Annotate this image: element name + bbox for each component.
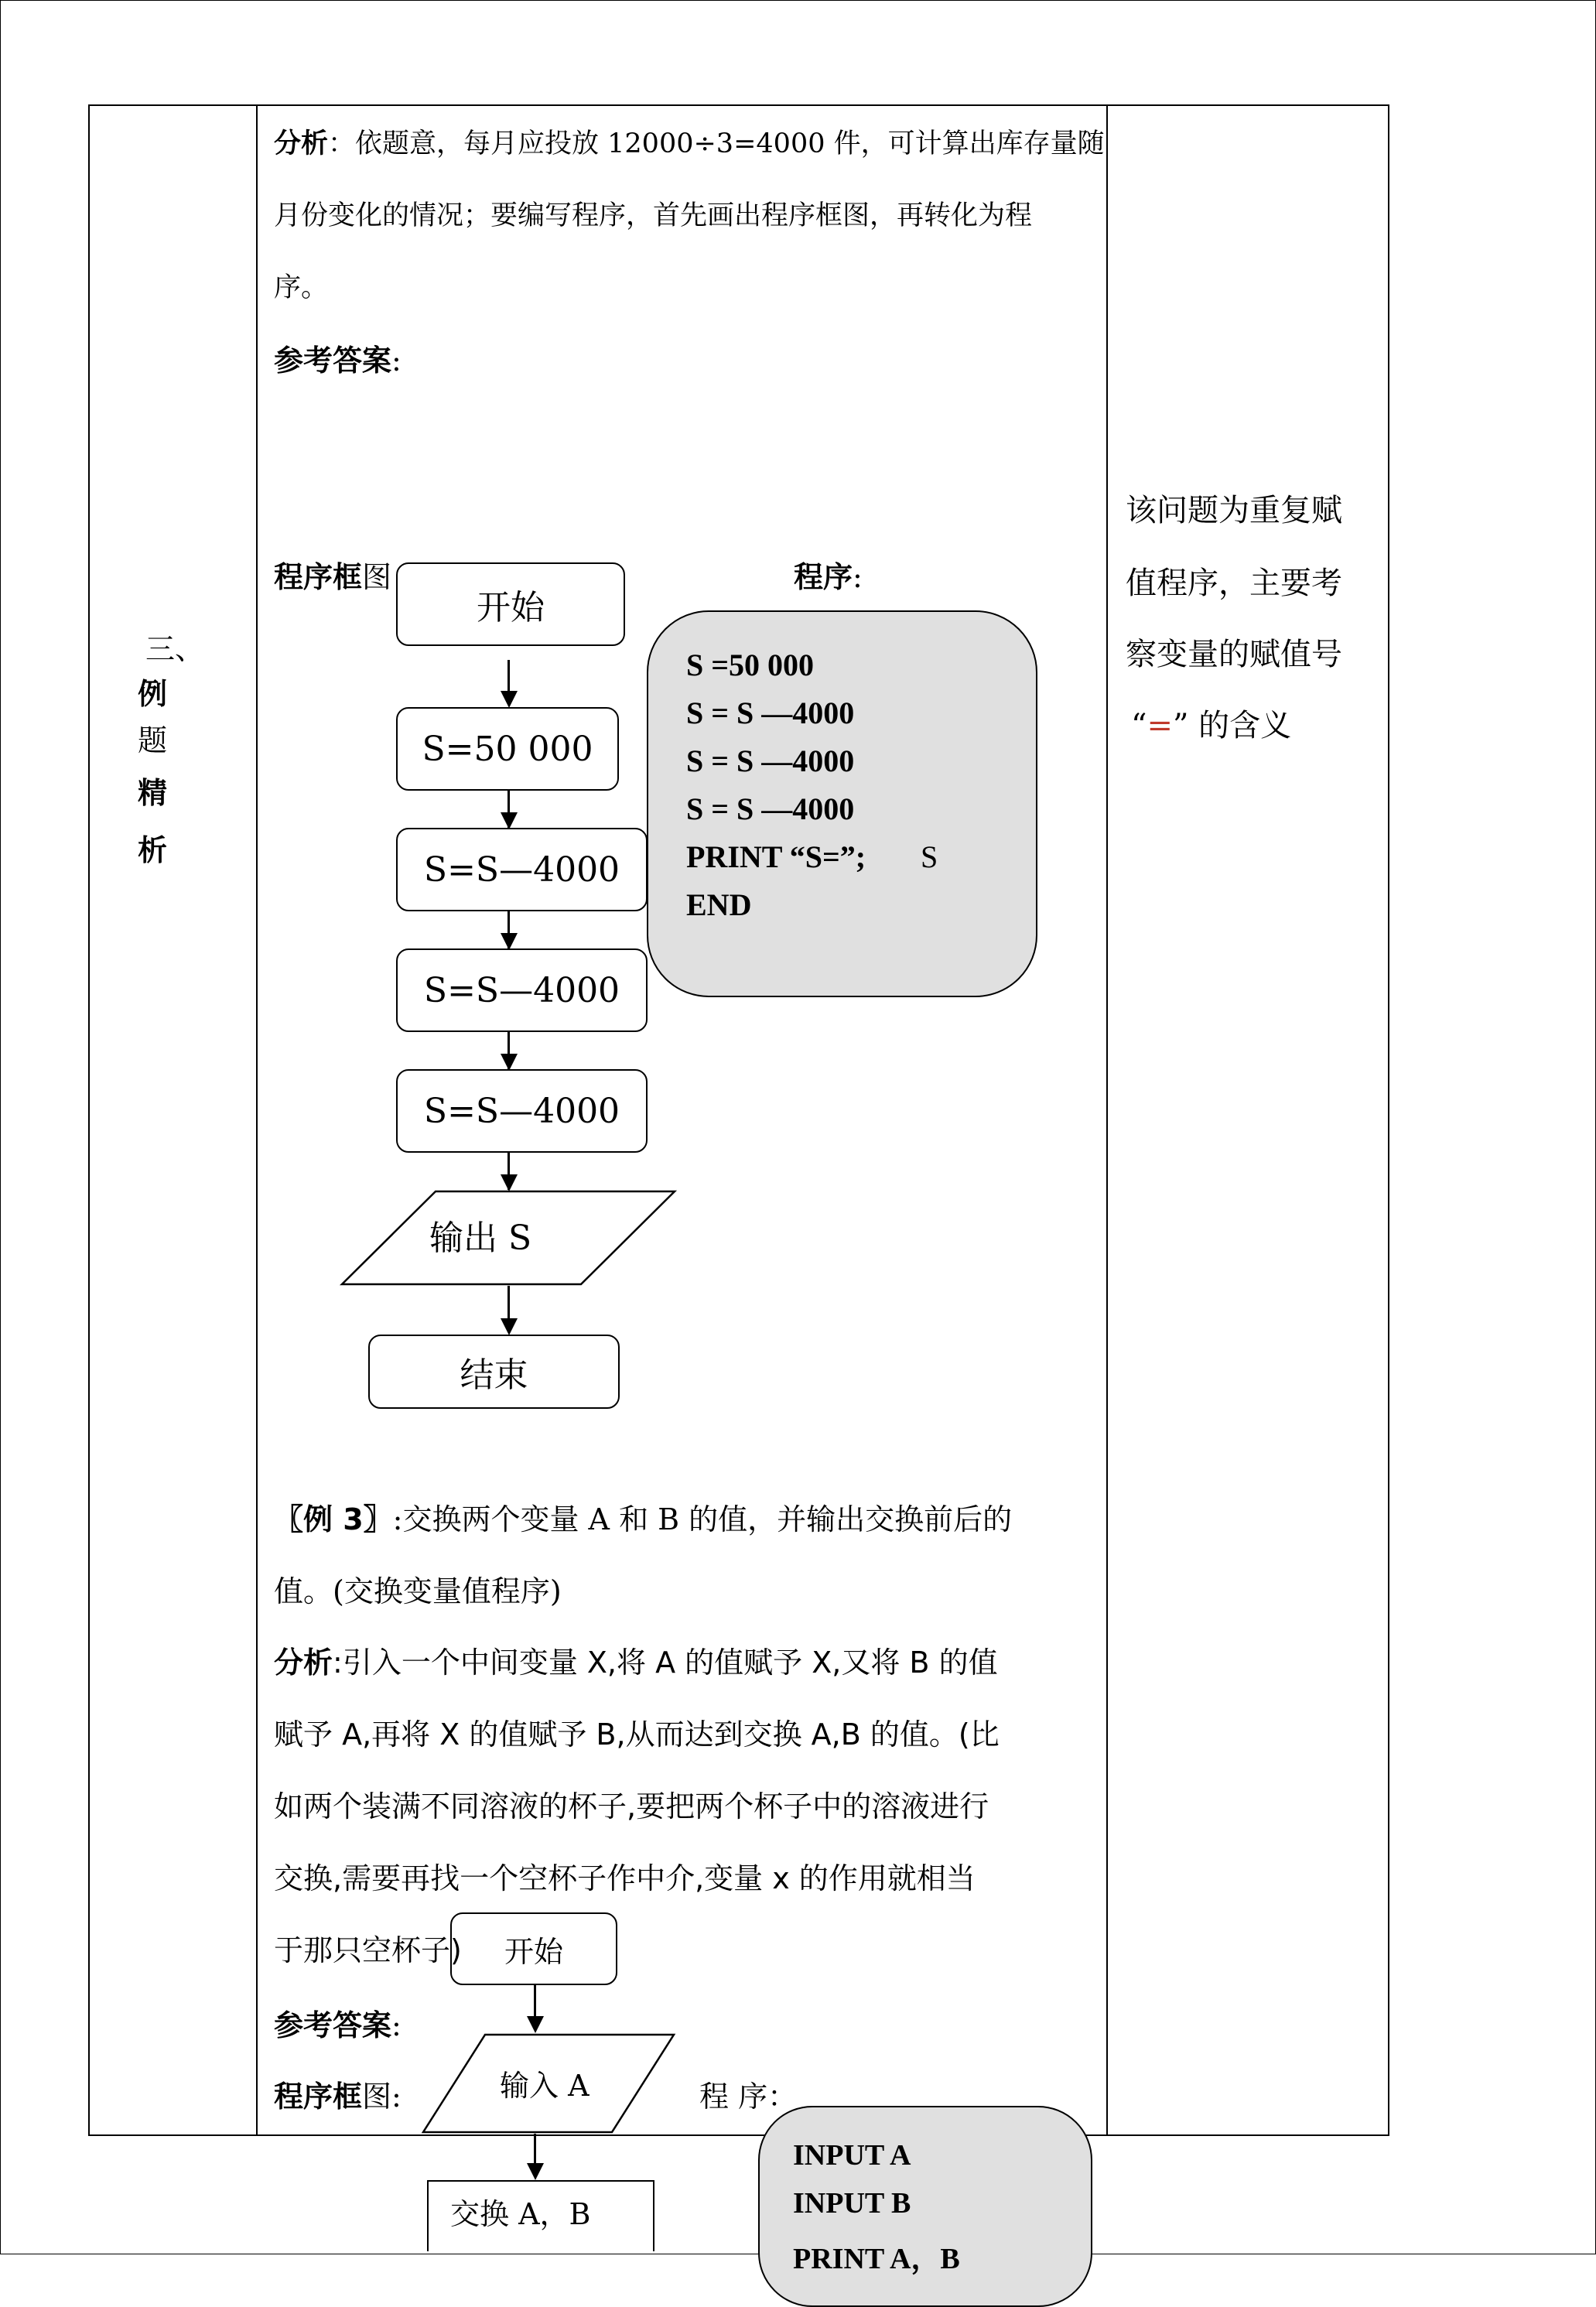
answer-label-2 bbox=[274, 2008, 402, 2044]
note-line-3: 察变量的赋值号 bbox=[1126, 637, 1342, 672]
analysis-2-line-1 bbox=[274, 1646, 998, 1681]
program-2-line-3: PRINT A，B bbox=[793, 2243, 960, 2275]
flow1-output-label: 输出 S bbox=[429, 1218, 532, 1258]
program-2-line-2: INPUT B bbox=[793, 2187, 911, 2220]
program-2-line-1: INPUT A bbox=[793, 2139, 911, 2172]
flow2-arrow-2-head bbox=[527, 2163, 544, 2180]
answer-label-1-text: 参考答案 bbox=[274, 343, 392, 378]
table-bottom-border bbox=[88, 2134, 1389, 2136]
table-right-border bbox=[1388, 104, 1389, 2136]
flow1-step-1: S=S—4000 bbox=[396, 828, 648, 911]
flowchart-label-1-bold: 程序框 bbox=[274, 560, 363, 594]
flowchart-label-2-bold: 程序框 bbox=[274, 2080, 363, 2114]
program-1-line-2: S = S —4000 bbox=[686, 696, 855, 730]
flow1-arrow-1-line bbox=[508, 660, 510, 692]
program-label-1 bbox=[794, 560, 863, 596]
answer-label-2-text: 参考答案 bbox=[274, 2008, 392, 2042]
note-open-quote: “ bbox=[1131, 708, 1147, 743]
flow2-arrow-1-line bbox=[534, 1985, 536, 2018]
flow2-swap-label: 交换 A，B bbox=[450, 2197, 591, 2231]
flow1-step-3: S=S—4000 bbox=[396, 1069, 648, 1153]
flow1-arrow-1-head bbox=[501, 691, 518, 708]
note-line-2: 值程序，主要考 bbox=[1126, 566, 1342, 601]
analysis-1-line-1 bbox=[274, 128, 1105, 160]
program-1-line-4: S = S —4000 bbox=[686, 791, 855, 826]
analysis-2-line-3: 如两个装满不同溶液的杯子,要把两个杯子中的溶液进行 bbox=[274, 1789, 989, 1823]
answer-label-2-colon: : bbox=[391, 2008, 402, 2042]
flow1-arrow-5-head bbox=[501, 1174, 518, 1191]
example-3-line-1 bbox=[274, 1502, 1012, 1538]
flow1-init: S=50 000 bbox=[396, 707, 619, 791]
program-label-2: 程 序： bbox=[699, 2080, 798, 2114]
example-3-title: 〖例 3〗 bbox=[274, 1502, 393, 1536]
analysis-2-line-5: 于那只空杯子) bbox=[274, 1933, 462, 1967]
flow1-start: 开始 bbox=[396, 562, 625, 646]
flow1-arrow-4-head bbox=[501, 1054, 518, 1071]
analysis-2-line-1-text: :引入一个中间变量 X,将 A 的值赋予 X,又将 B 的值 bbox=[333, 1646, 998, 1680]
section-char-1: 例 bbox=[138, 677, 168, 711]
table-top-border bbox=[88, 104, 1389, 106]
program-label-1-colon: : bbox=[853, 560, 863, 594]
flowchart-label-2 bbox=[274, 2080, 402, 2115]
program-1-line-5: PRINT “S=”; bbox=[686, 839, 866, 874]
example-3-line-2: 值。(交换变量值程序) bbox=[274, 1574, 562, 1608]
note-tail: 的含义 bbox=[1188, 708, 1292, 743]
flowchart-label-1-tail: 图 bbox=[362, 560, 392, 594]
program-1-line-5-var: S bbox=[921, 839, 938, 874]
analysis-1-line-3: 序。 bbox=[274, 272, 329, 303]
section-char-3: 精 bbox=[138, 776, 168, 810]
section-number: 三、 bbox=[145, 632, 205, 666]
flow1-arrow-6-head bbox=[501, 1318, 518, 1335]
table-left-border bbox=[88, 104, 90, 2136]
table-divider-1 bbox=[256, 104, 258, 2136]
flow2-input-label: 输入 A bbox=[500, 2069, 590, 2103]
note-line-1: 该问题为重复赋 bbox=[1126, 493, 1342, 528]
answer-label-1 bbox=[274, 343, 402, 379]
analysis-2-line-2: 赋予 A,再将 X 的值赋予 B,从而达到交换 A,B 的值。(比 bbox=[274, 1717, 1000, 1752]
analysis-2-line-4: 交换,需要再找一个空杯子作中介,变量 x 的作用就相当 bbox=[274, 1861, 976, 1895]
flow2-arrow-2-line bbox=[534, 2134, 536, 2165]
section-char-4: 析 bbox=[138, 833, 168, 867]
flowchart-label-1 bbox=[274, 560, 391, 596]
section-char-2: 题 bbox=[138, 723, 168, 757]
example-3-line-1-text: :交换两个变量 A 和 B 的值，并输出交换前后的 bbox=[392, 1502, 1013, 1536]
flow1-end: 结束 bbox=[368, 1335, 620, 1409]
flow1-arrow-2-head bbox=[501, 812, 518, 829]
note-close-quote: ” bbox=[1172, 708, 1189, 743]
program-label-1-bold: 程序 bbox=[794, 560, 853, 594]
answer-label-1-colon: : bbox=[391, 343, 402, 378]
flow1-step-2: S=S—4000 bbox=[396, 948, 648, 1032]
flow1-arrow-3-head bbox=[501, 933, 518, 950]
analysis-2-label: 分析 bbox=[274, 1646, 333, 1680]
flow2-arrow-1-head bbox=[527, 2016, 544, 2033]
program-1-line-3: S = S —4000 bbox=[686, 743, 855, 778]
analysis-1-line-2: 月份变化的情况；要编写程序，首先画出程序框图，再转化为程 bbox=[274, 200, 1033, 231]
program-1-line-1: S =50 000 bbox=[686, 648, 815, 682]
flow2-start: 开始 bbox=[450, 1912, 617, 1985]
flowchart-label-2-tail: 图: bbox=[362, 2080, 402, 2114]
analysis-1-label: 分析 bbox=[274, 128, 329, 159]
note-line-4 bbox=[1131, 701, 1291, 745]
table-divider-2 bbox=[1106, 104, 1108, 2136]
analysis-1-line-1-text: ：依题意，每月应投放 12000÷3=4000 件，可计算出库存量随 bbox=[328, 128, 1105, 159]
note-equal-sign: = bbox=[1147, 708, 1173, 743]
program-1-line-6: END bbox=[686, 887, 752, 922]
